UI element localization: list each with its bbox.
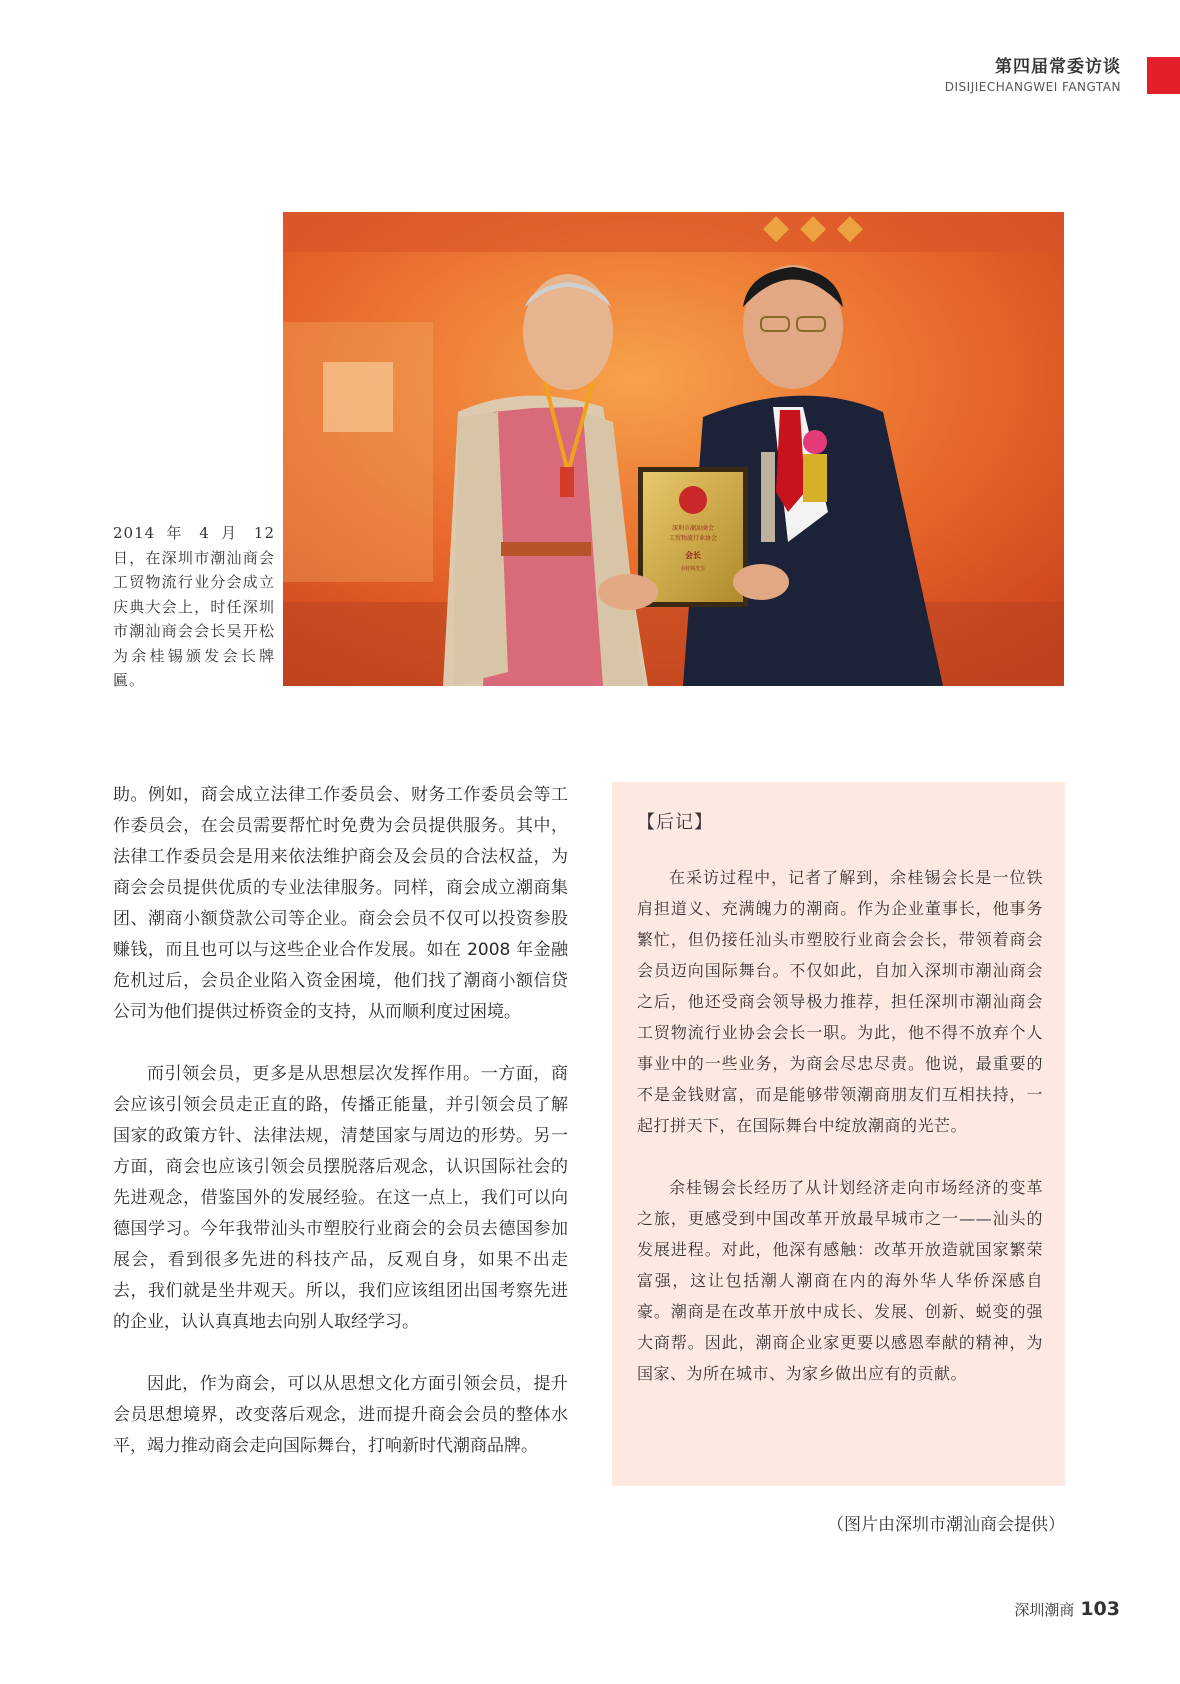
photo-caption: 2014 年 4 月 12 日，在深圳市潮汕商会工贸物流行业分会成立庆典大会上，时任深圳市潮汕商会会长吴开松为余桂锡颁发会长牌匾。 (113, 524, 275, 689)
main-paragraph: 而引领会员，更多是从思想层次发挥作用。一方面，商会应该引领会员走正直的路，传播正能量，并引领会员了解国家的政策方针、法律法规，清楚国家与周边的形势。另一方面，商会也应该引领会员摆脱落后观念，认识国际社会的先进观念，借鉴国外的发展经验。在这一点上，我们可以向德国学习。今年我带汕头市塑胶行业商会的会员去德国参加展会，看到很多先进的科技产品，反观自身，如果不出走去，我们就是坐井观天。所以，我们应该组团出国考察先进的企业，认认真真地去向别人取经学习。 (113, 1064, 568, 1332)
magazine-name: 深圳潮商 (1014, 1601, 1075, 1619)
left-hand (598, 574, 658, 610)
afterword-paragraph: 在采访过程中，记者了解到，余桂锡会长是一位铁肩担道义、充满魄力的潮商。作为企业董事长，他事务繁忙，但仍接任汕头市塑胶行业商会会长，带领着商会会员迈向国际舞台。不仅如此，自加入深圳市潮汕商会之后，他还受商会领导极力推荐，担任深圳市潮汕商会工贸物流行业协会会长一职。为此，他不得不放弃个人事业中的一些业务，为商会尽忠尽责。他说，最重要的不是金钱财富，而是能够带领潮商朋友们互相扶持，一起打拼天下，在国际舞台中绽放潮商的光芒。 (637, 868, 1043, 1135)
section-header (945, 56, 1121, 96)
afterword-box (612, 782, 1065, 1486)
svg-text:◆ ◆ ◆: ◆ ◆ ◆ (763, 212, 864, 247)
plaque-line-1: 深圳市潮汕商会 (671, 525, 715, 532)
section-subtitle: DISIJIECHANGWEI FANGTAN (944, 80, 1121, 94)
plaque-line-3: 会长 (685, 551, 701, 560)
page-footer (1014, 1598, 1120, 1620)
main-paragraph: 因此，作为商会，可以从思想文化方面引领会员，提升会员思想境界，改变落后观念，进而提升商会会员的整体水平，竭力推动商会走向国际舞台，打响新时代潮商品牌。 (113, 1374, 568, 1456)
right-hand (733, 564, 789, 600)
award-photo (283, 212, 1064, 686)
afterword-title: 【后记】 (637, 812, 713, 833)
page-number: 103 (1080, 1598, 1120, 1620)
photo-credit: （图片由深圳市潮汕商会提供） (827, 1515, 1065, 1535)
plaque-line-4: 余桂锡先生 (680, 566, 706, 572)
header-accent-block (1147, 57, 1180, 94)
afterword-paragraph: 余桂锡会长经历了从计划经济走向市场经济的变革之旅，更感受到中国改革开放最早城市之一——汕头的发展进程。对此，他深有感触：改革开放造就国家繁荣富强，这让包括潮人潮商在内的海外华人华侨深感自豪。潮商是在改革开放中成长、发展、创新、蜕变的强大商帮。因此，潮商企业家更要以感恩奉献的精神，为国家、为所在城市、为家乡做出应有的贡献。 (637, 1178, 1043, 1383)
plaque-line-2: 工贸物流行业协会 (668, 535, 718, 542)
section-title: 第四届常委访谈 (995, 57, 1121, 77)
main-article-column (113, 780, 568, 1493)
main-paragraph: 助。例如，商会成立法律工作委员会、财务工作委员会等工作委员会，在会员需要帮忙时免费为会员提供服务。其中，法律工作委员会是用来依法维护商会及会员的合法权益，为商会会员提供优质的专业法律服务。同样，商会成立潮商集团、潮商小额贷款公司等企业。商会会员不仅可以投资参股赚钱，而且也可以与这些企业合作发展。如在 2008 年金融危机过后，会员企业陷入资金困境，他们找了潮商小额信贷公司为他们提供过桥资金的支持，从而顺利度过困境。 (113, 785, 568, 1022)
